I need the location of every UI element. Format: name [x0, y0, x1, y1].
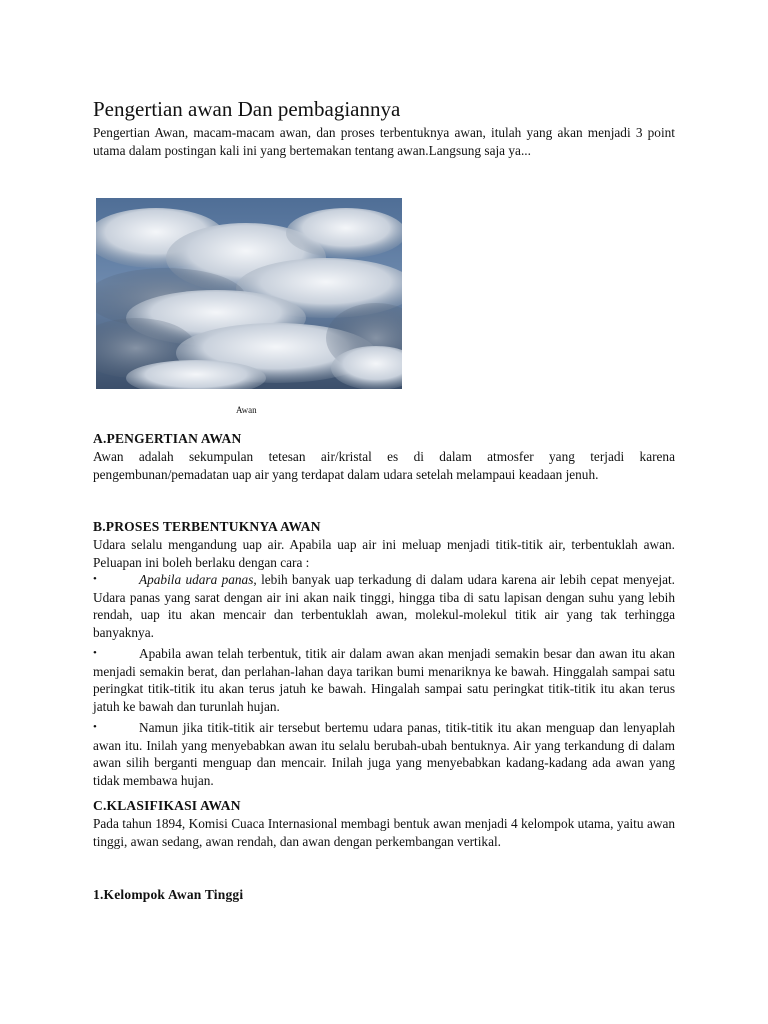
section-c-text: Pada tahun 1894, Komisi Cuaca Internasional membagi bentuk awan menjadi 4 kelompok utama, yaitu awan tinggi, awan sedang, awan rendah, dan awan dengan perkembangan vertikal. — [93, 816, 675, 849]
bullet-item-1 — [93, 571, 675, 641]
section-classification — [93, 797, 675, 850]
bullet-1-emphasis: Apabila udara panas — [139, 572, 254, 587]
bullet-1-text: , lebih banyak uap terkadung di dalam udara karena air lebih cepat menyejat. Udara panas yang sarat dengan air ini akan naik tinggi, hingga tiba di satu lapisan dengan suhu yang lebih rendah, uap itu akan mencair dan terbentuklah awan, molekul-molekul titik air yang tak terhingga banyaknya. — [93, 572, 676, 640]
section-definition — [93, 430, 675, 483]
section-high-clouds — [93, 886, 675, 904]
cloud-photo — [96, 198, 402, 389]
bullet-icon: • — [93, 573, 97, 585]
section-c-heading: C.KLASIFIKASI AWAN — [93, 798, 241, 813]
section-b-heading: B.PROSES TERBENTUKNYA AWAN — [93, 519, 321, 534]
bullet-3-text: Namun jika titik-titik air tersebut bertemu udara panas, titik-titik itu akan menguap dan lenyaplah awan itu. Inilah yang menyebabkan awan itu selalu berubah-ubah bentuknya. Air yang terkandung di dalam awan silih berganti menguap dan mencair. Inilah juga yang menyebabkan kadang-kadang ada awan yang tidak membawa hujan. — [93, 720, 675, 788]
bullet-item-2 — [93, 645, 675, 715]
section-b-text: Udara selalu mengandung uap air. Apabila uap air ini meluap menjadi titik-titik air, terbentuklah awan. Peluapan ini boleh berlaku dengan cara : — [93, 537, 675, 570]
section-a-heading: A.PENGERTIAN AWAN — [93, 431, 242, 446]
bullet-2-text: Apabila awan telah terbentuk, titik air dalam awan akan menjadi semakin besar dan awan itu akan menjadi semakin berat, dan perlahan-lahan daya tarikan bumi menariknya ke bawah. Hinggalah sampai satu peringkat titik-titik itu akan terus jatuh ke bawah. Hingalah sampai satu peringkat titik-titik itu akan terus jatuh ke bawah dan turunlah hujan. — [93, 646, 675, 714]
figure-caption: Awan — [236, 405, 257, 415]
bullet-icon: • — [93, 647, 97, 659]
intro-paragraph: Pengertian Awan, macam-macam awan, dan proses terbentuknya awan, itulah yang akan menjadi 3 point utama dalam postingan kali ini yang bertemakan tentang awan.Langsung saja ya... — [93, 125, 675, 158]
bullet-item-3 — [93, 719, 675, 789]
page-title: Pengertian awan Dan pembagiannya — [93, 97, 401, 121]
section-formation — [93, 518, 675, 789]
bullet-icon: • — [93, 721, 97, 733]
section-a-text: Awan adalah sekumpulan tetesan air/kristal es di dalam atmosfer yang terjadi karena pengembunan/pemadatan uap air yang terdapat dalam udara setelah melampaui keadaan jenuh. — [93, 449, 675, 482]
section-d-heading: 1.Kelompok Awan Tinggi — [93, 887, 244, 902]
